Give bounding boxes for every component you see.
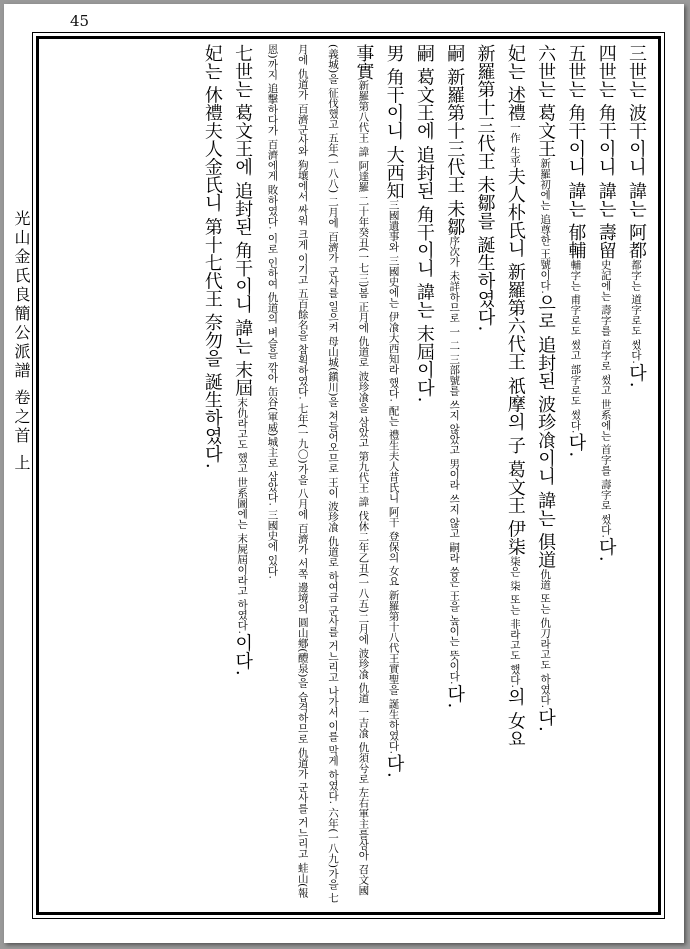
line-facts: 事實新羅第八代王 諱 阿達羅 二十年癸丑(一七三)봄 正月에 仇道로 波珍飡을 삼았고 第九代王 諱 伐休二年乙丑(一八五)二月에 波珍飡 仇道 一吉飡 仇須兮로 左右軍主를삼아 召文國(義城)을 征伐했고 五年(一八八) 二月에 百濟가 군사를 일으켜 母山城(鎭川)을 쳐들어오므로 王이 波珍飡 仇道로 하여금 군사를 거느리고 나가서 이를 막게 하였다. 六年(一八九)가을 七月에 仇道가 百濟군사와 狗壤에서 싸워 크게 이기고 五百餘名을 참획하였다. 七年(一九〇)가을 八月에 百濟가 서쪽 邊境의 圓山鄕(醴泉)을 습격하므로 仇道가 군사를 거느리고 蛙山(報恩)까지 追擊하다가 百濟에게 敗하였다. 이로 인하여 仇道의 벼슬을 깎아 缶谷(軍威)城主로 삼았다. 三國史에 있다. <box>266 44 375 903</box>
book-title: 光山金氏良簡公派譜 卷之首 上 <box>12 210 31 474</box>
line-sixth-consort: 妃는 述禮一作 生乎夫人朴氏니 新羅第六代王 祇摩의 子 葛文王 伊柒柒은 柒 또는 非라고도 했다.의 女요 <box>504 44 526 748</box>
line-fourth-generation: 四世는 角干이니 諱는 壽留史記에는 壽字를 首字로 썼고 世系에는 首字를 壽字로 썼다.다. <box>595 44 617 562</box>
line-son-daeseoji: 男 角干이니 大西知三國遺事와 三國史에는 伊飡大西知라 했다. 配는 禮生夫人昔氏니 阿干 登保의 女요 新羅第十八代王實聖을 誕生하였다.다. <box>383 44 405 778</box>
line-heir-malgu: 嗣 葛文王에 追封된 角干이니 諱는 末屆이다. <box>413 44 435 403</box>
line-third-generation: 三世는 波干이니 諱는 阿都都字는 道字로도 썼다.다. <box>626 44 647 388</box>
page-number: 45 <box>70 12 90 30</box>
genealogy-text <box>56 44 651 904</box>
line-seventh-generation: 七世는 葛文王에 追封된 角干이니 諱는 末屆末仇라고도 했고 世系圖에는 末屍屆이라고 하였다.이다. <box>232 44 254 676</box>
line-fifth-generation: 五世는 角干이니 諱는 郁輔輔字는 甫字로도 썼고 部字로도 썼다.다. <box>565 44 587 458</box>
line-seventh-consort: 妃는 休禮夫人金氏니 第十七代王 奈勿을 誕生하였다. <box>201 44 223 469</box>
line-heir-michu: 嗣 新羅第十三代王 未鄒序次가 未詳하므로 一 二 三部號를 쓰지 않았고 男이라 쓰지 않고 嗣라 씀은 王을 높이는 뜻이다.다. <box>444 44 466 709</box>
line-sixth-generation: 六世는 葛文王新羅初에는 追尊한 王號이다.으로 追封된 波珍飡이니 諱는 俱道仇道 또는 仇刀라고도 하였다.다. <box>535 44 557 732</box>
line-sixth-consort-cont: 新羅第十三代王 未鄒를 誕生하였다. <box>474 44 496 332</box>
